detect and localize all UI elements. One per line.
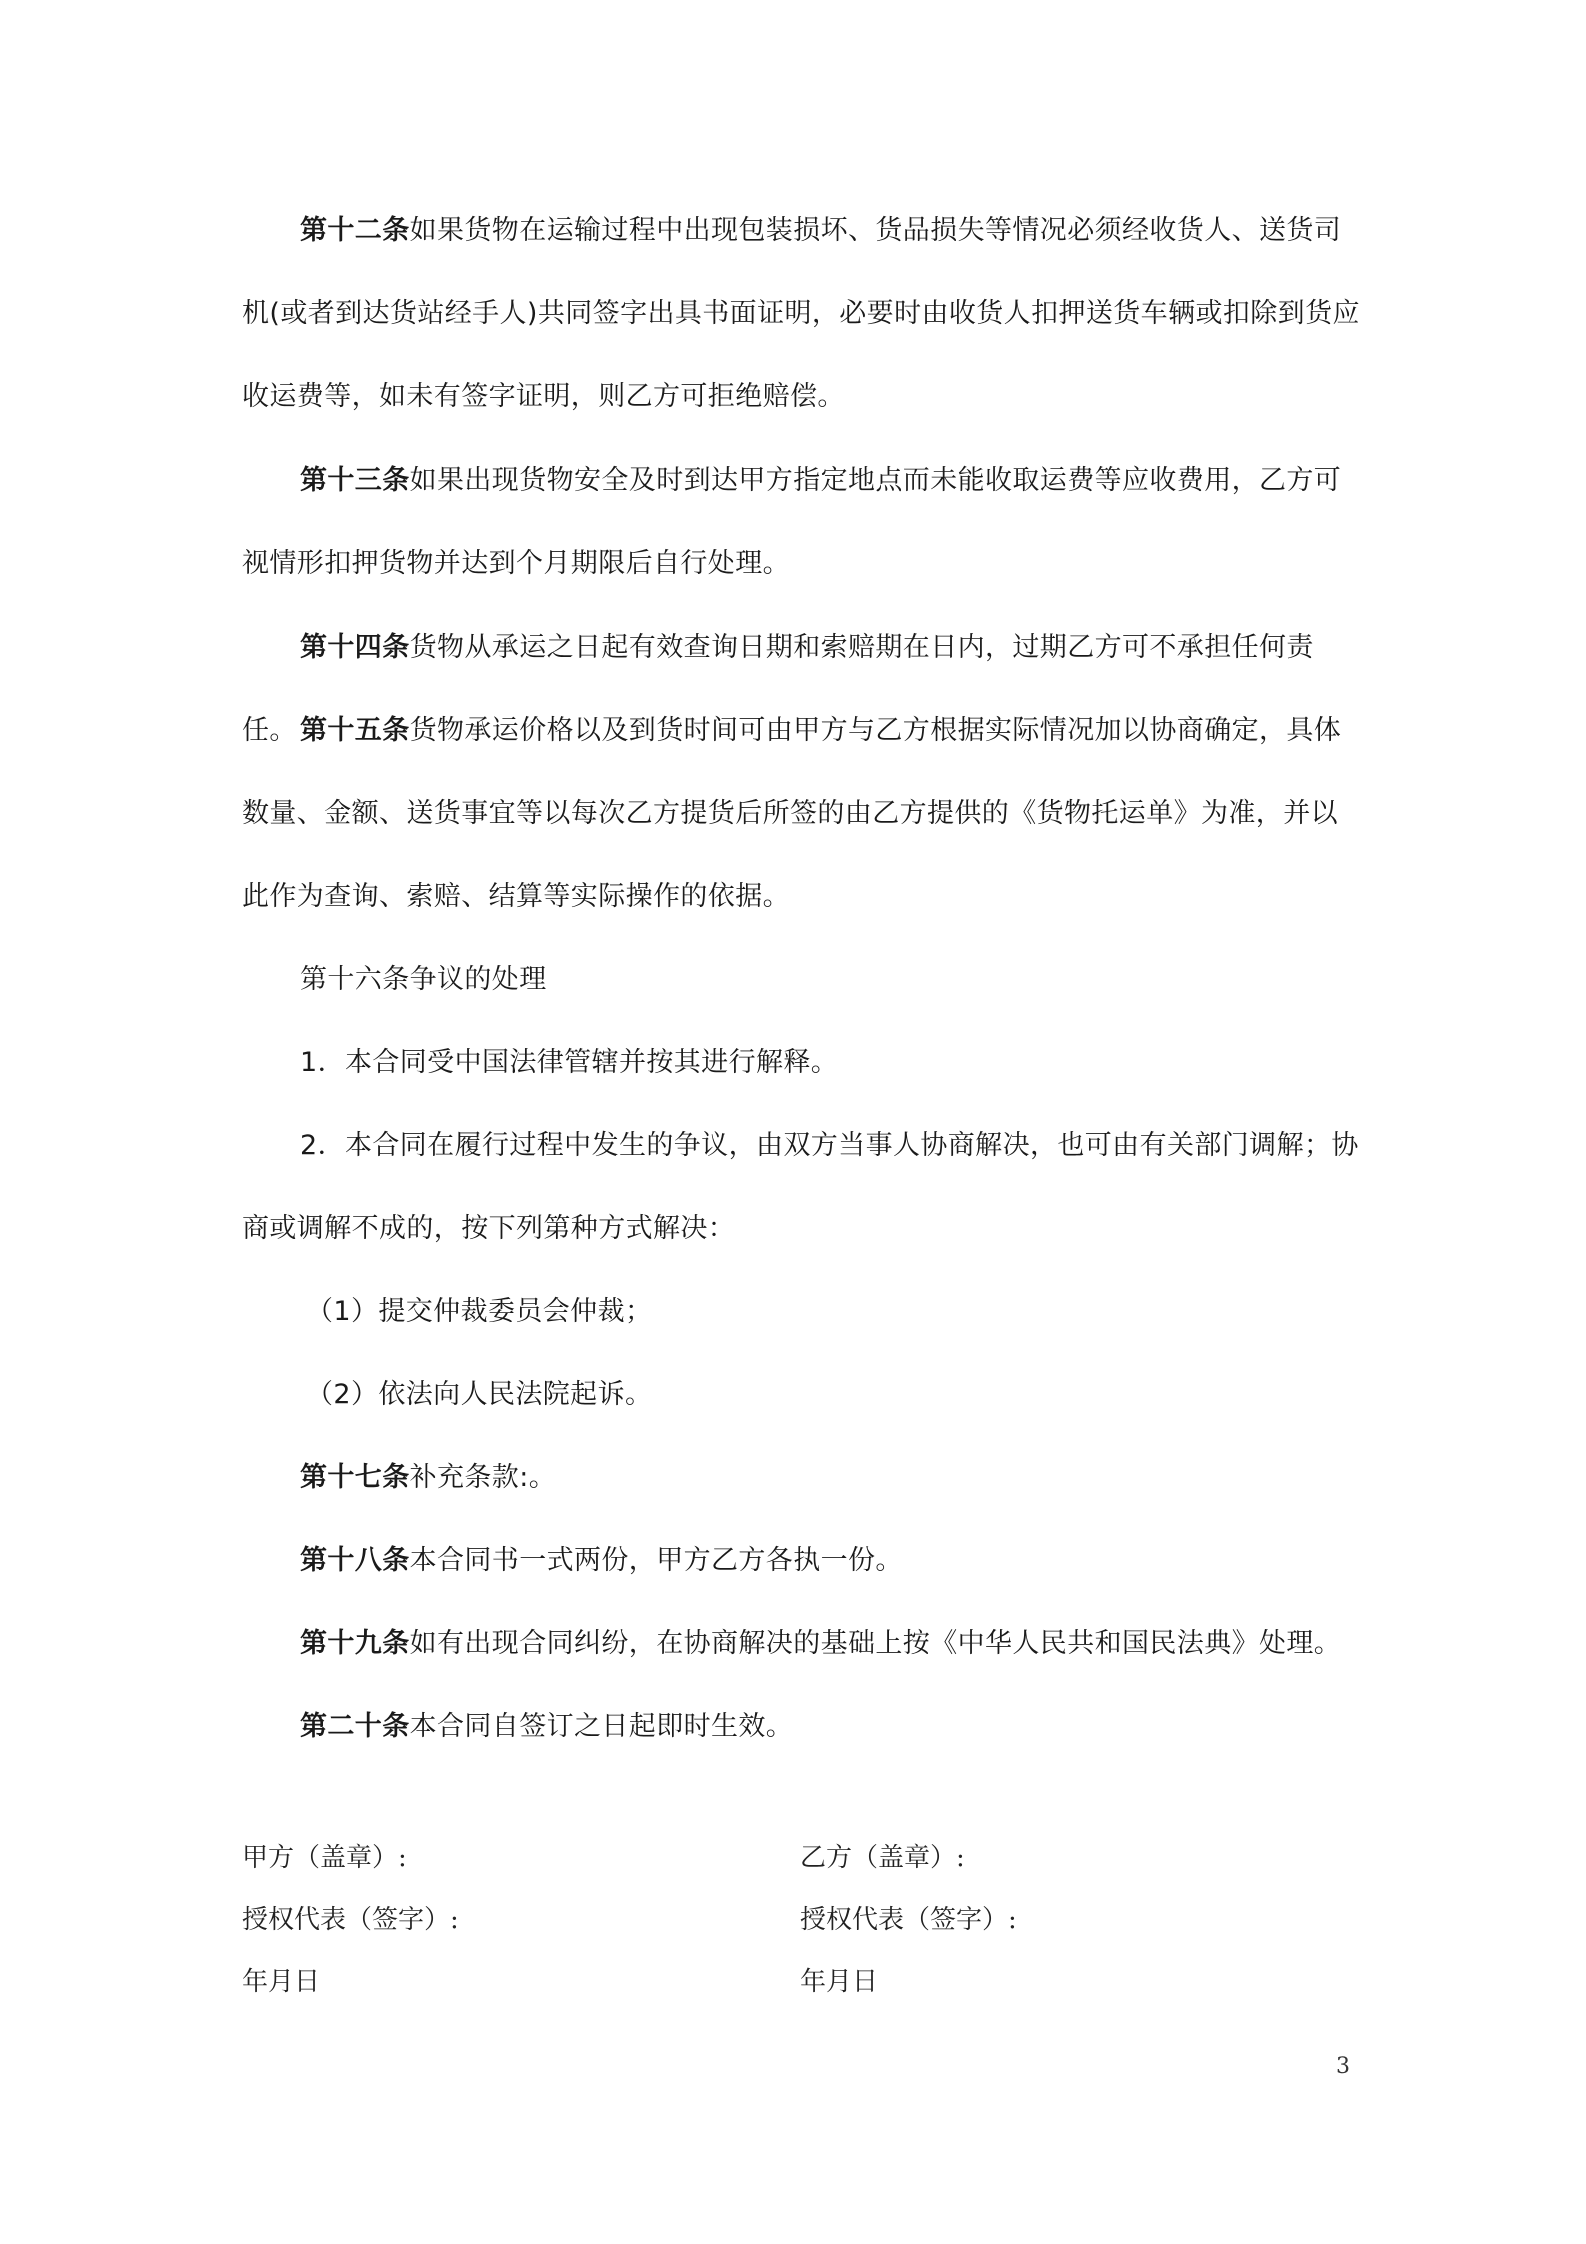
article-16-item-1: 1．本合同受中国法律管辖并按其进行解释。 xyxy=(300,1047,839,1078)
article-20-text: 本合同自签订之日起即时生效。 xyxy=(409,1711,794,1742)
party-b-seal-label: 乙方（盖章）: xyxy=(800,1843,965,1873)
article-17-lead: 第十七条 xyxy=(300,1462,410,1493)
article-20-lead: 第二十条 xyxy=(300,1711,410,1742)
article-15-text: 货物承运价格以及到货时间可由甲方与乙方根据实际情况加以协商确定，具体数量、金额、送货事宜等以每次乙方提货后所签的由乙方提供的《货物托运单》为准，并以此作为查询、索赔、结算等实际操作的依据。 xyxy=(242,715,1342,912)
party-a-seal-label: 甲方（盖章）: xyxy=(242,1843,407,1873)
article-12-lead: 第十二条 xyxy=(300,215,410,246)
article-20 xyxy=(242,1685,1362,1768)
party-a-date-label: 年月日 xyxy=(242,1967,321,1997)
article-18 xyxy=(242,1519,1362,1602)
article-14-lead: 第十四条 xyxy=(300,632,410,663)
page-number: 3 xyxy=(1336,2054,1350,2079)
article-19 xyxy=(242,1602,1362,1685)
article-12 xyxy=(242,189,1362,438)
article-14-text: 货物从承运之日起有效查询日期和索赔期在日内，过期乙方可不承担任何责任。 xyxy=(242,632,1314,746)
article-13 xyxy=(242,439,1362,605)
article-15 xyxy=(242,689,1362,938)
article-16-title: 第十六条争议的处理 xyxy=(300,964,547,995)
article-18-text: 本合同书一式两份，甲方乙方各执一份。 xyxy=(409,1545,903,1576)
article-19-lead: 第十九条 xyxy=(300,1628,410,1659)
article-12-text: 如果货物在运输过程中出现包装损坏、货品损失等情况必须经收货人、送货司机(或者到达货站经手人)共同签字出具书面证明，必要时由收货人扣押送货车辆或扣除到货应收运费等，如未有签字证明，则乙方可拒绝赔偿。 xyxy=(242,215,1360,412)
party-b-date-label: 年月日 xyxy=(800,1967,879,1997)
article-18-lead: 第十八条 xyxy=(300,1545,410,1576)
article-16-item-2: 2．本合同在履行过程中发生的争议，由双方当事人协商解决，也可由有关部门调解；协商或调解不成的，按下列第种方式解决： xyxy=(242,1130,1359,1244)
article-16-option-1: （1）提交仲裁委员会仲裁； xyxy=(306,1296,653,1327)
article-17-text: 补充条款:。 xyxy=(409,1462,557,1493)
party-a-representative-label: 授权代表（签字）: xyxy=(242,1905,459,1935)
article-16-option-2: （2）依法向人民法院起诉。 xyxy=(306,1379,653,1410)
article-13-text: 如果出现货物安全及时到达甲方指定地点而未能收取运费等应收费用，乙方可视情形扣押货物并达到个月期限后自行处理。 xyxy=(242,465,1342,579)
article-15-lead: 第十五条 xyxy=(300,715,410,746)
article-19-text: 如有出现合同纠纷，在协商解决的基础上按《中华人民共和国民法典》处理。 xyxy=(409,1628,1342,1659)
article-13-lead: 第十三条 xyxy=(300,465,410,496)
article-17 xyxy=(242,1436,1362,1519)
party-b-representative-label: 授权代表（签字）: xyxy=(800,1905,1017,1935)
